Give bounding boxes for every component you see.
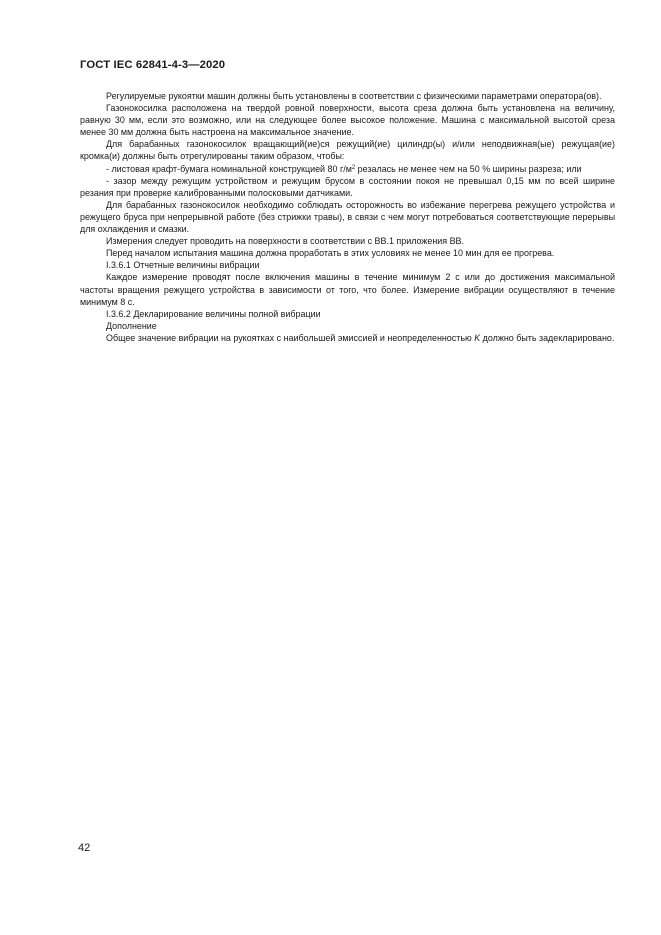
page-number: 42 bbox=[78, 842, 91, 854]
section-heading: I.3.6.2 Декларирование величины полной вибрации bbox=[106, 308, 321, 319]
body-text bbox=[80, 90, 615, 344]
paragraph: Регулируемые рукоятки машин должны быть установлены в соответствии с физическими параметрами оператора(ов). bbox=[106, 91, 602, 101]
superscript: 2 bbox=[351, 164, 356, 171]
paragraph bbox=[80, 332, 615, 344]
paragraph: Для барабанных газонокосилок вращающий(ие)ся режущий(ие) цилиндр(ы) и/или неподвижная(ые) режущая(ие) кромка(и) должны быть отрегулированы таким образом, чтобы: bbox=[80, 139, 615, 162]
paragraph: Для барабанных газонокосилок необходимо соблюдать осторожность во избежание перегрева режущего устройства и режущего бруса при непрерывной работе (без стрижки травы), в связи с чем могут потребоваться соответствующие перерывы для охлаждения и смазки. bbox=[80, 199, 615, 235]
variable-k: K bbox=[474, 332, 481, 343]
list-item: - зазор между режущим устройством и режущим брусом в состоянии покоя не превышал 0,15 мм по всей ширине резания при проверке калиброванными полосковыми датчиками. bbox=[80, 175, 615, 198]
final-text-continued: должно быть задекларировано. bbox=[480, 332, 615, 343]
paragraph: Измерения следует проводить на поверхности в соответствии с ВВ.1 приложения ВВ. bbox=[106, 236, 464, 247]
final-text: Общее значение вибрации на рукоятках с наибольшей эмиссией и неопределенностью bbox=[106, 332, 475, 343]
paragraph: Перед началом испытания машина должна проработать в этих условиях не менее 10 мин для ее прогрева. bbox=[106, 248, 555, 259]
addition-label: Дополнение bbox=[106, 320, 157, 331]
paragraph: Каждое измерение проводят после включения машины в течение минимум 2 с или до достижения максимальной частоты вращения режущего устройства в зависимости от того, что более. Измерение вибрации осуществляют в течение минимум 8 с. bbox=[80, 272, 615, 307]
paragraph: Газонокосилка расположена на твердой ровной поверхности, высота среза должна быть установлена на величину, равную 30 мм, если это возможно, или на следующее более высокое положение. Машина с максимальной высотой среза менее 30 мм должна быть настроена на максимальное значение. bbox=[80, 103, 615, 138]
list-item-text: - листовая крафт-бумага номинальной конструкцией 80 г/м bbox=[106, 163, 352, 174]
section-heading: I.3.6.1 Отчетные величины вибрации bbox=[106, 260, 260, 271]
page-header: ГОСТ IEC 62841-4-3—2020 bbox=[80, 59, 226, 71]
list-item bbox=[80, 163, 615, 175]
list-item-text-continued: резалась не менее чем на 50 % ширины разреза; или bbox=[355, 163, 582, 174]
